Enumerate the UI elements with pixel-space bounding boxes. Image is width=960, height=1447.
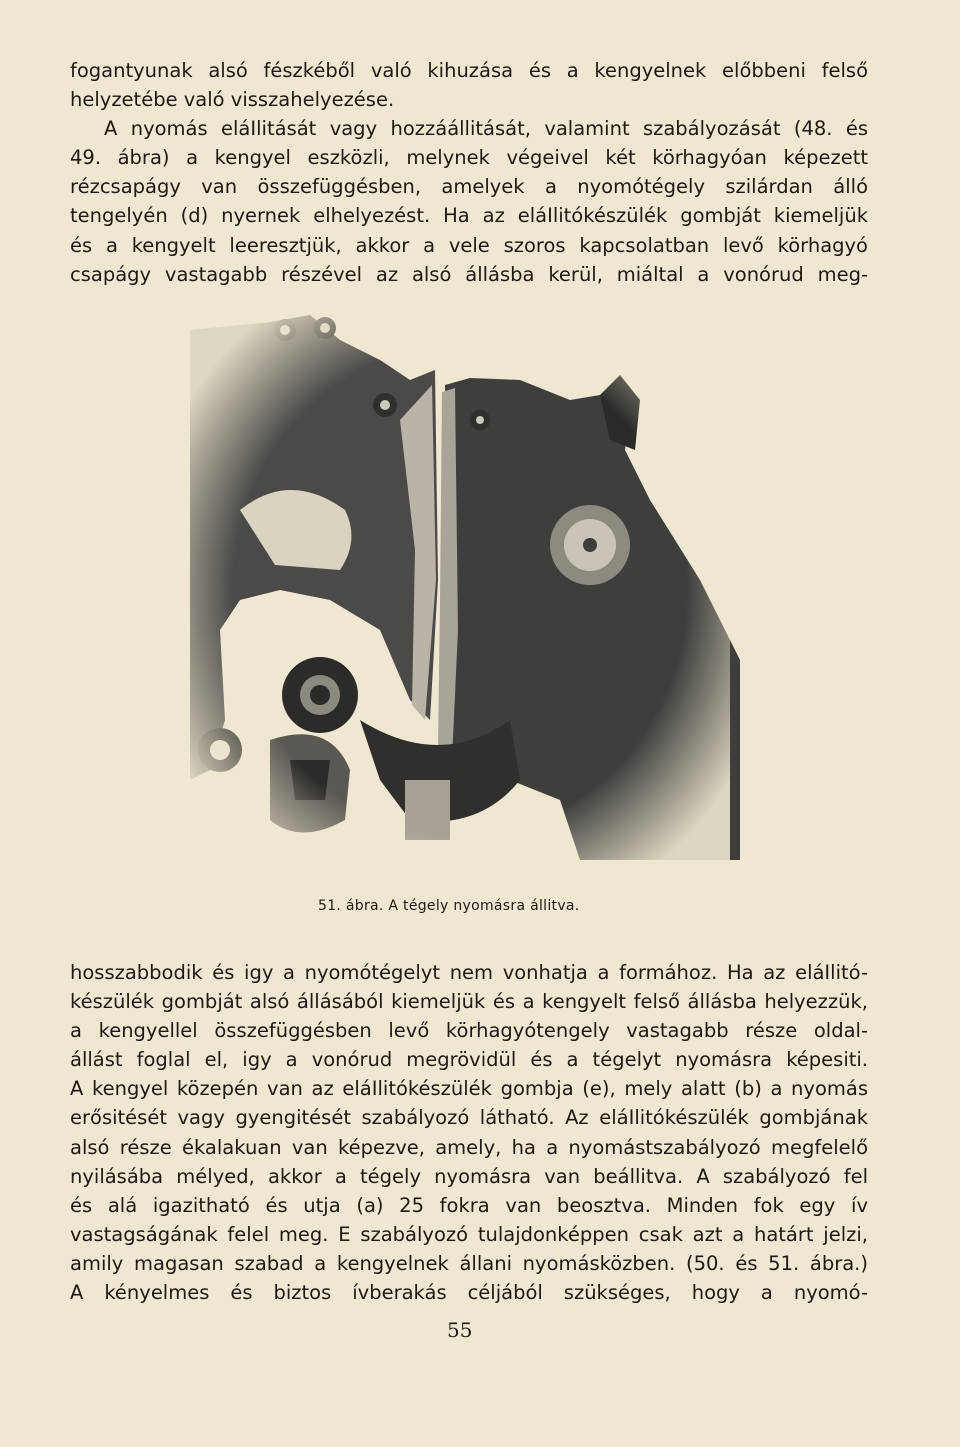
text-line: és a kengyelt leeresztjük, akkor a vele szoros kapcsolatban levő körhagyó: [70, 233, 868, 257]
text-line: amily magasan szabad a kengyelnek állani nyomásközben. (50. és 51. ábra.): [70, 1251, 868, 1275]
text-line: A nyomás eláIlitását vagy hozzáállitását, valamint szabályozását (48. és: [104, 117, 868, 141]
text-line: hosszabbodik és igy a nyomótégelyt nem vonhatja a formához. Ha az eláIlitó-: [70, 961, 868, 984]
text-line: alsó része ékalakuan van képezve, amely, ha a nyomástszabályozó megfelelő: [70, 1135, 868, 1159]
text-line: csapágy vastagabb részével az alsó állásba kerül, miáltal a vonórud meg-: [70, 262, 868, 286]
text-line: erősitését vagy gyengitését szabályozó látható. Az eláIlitókészülék gombjának: [70, 1106, 868, 1130]
text-line: a kengyellel összefüggésben levő körhagyótengely vastagabb része oldal-: [70, 1019, 868, 1043]
bottom-paragraph: [70, 958, 868, 1307]
page-number: 55: [447, 1318, 473, 1342]
figure-caption: 51. ábra. A tégely nyomásra állitva.: [318, 898, 580, 914]
text-line: A kényelmes és biztos ívberakás céljából szükséges, hogy a nyomó-: [70, 1281, 868, 1305]
text-line: állást foglal el, igy a vonórud megrövidül és a tégelyt nyomásra képesiti.: [70, 1048, 868, 1072]
top-paragraph: [70, 56, 868, 289]
text-line: tengelyén (d) nyernek elhelyezést. Ha az eláIlitókészülék gombját kiemeljük: [70, 204, 868, 228]
text-line: A kengyel közepén van az eláIlitókészülék gombja (e), mely alatt (b) a nyomás: [70, 1077, 868, 1101]
text-line: vastagságának felel meg. E szabályozó tulajdonképpen csak azt a határt jelzi,: [70, 1222, 868, 1246]
text-line: rézcsapágy van összefüggésben, amelyek a nyomótégely szilárdan álló: [70, 175, 868, 199]
text-line: 49. ábra) a kengyel eszközli, melynek végeivel két körhagyóan képezett: [70, 146, 868, 170]
text-line: és alá igazitható és utja (a) 25 fokra van beosztva. Minden fok egy ív: [70, 1193, 868, 1217]
text-line: készülék gombját alsó állásából kiemeljük és a kengyelt felső állásba helyezzük,: [70, 990, 868, 1014]
text-line: fogantyunak alsó fészkéből való kihuzása és a kengyelnek előbbeni felső: [70, 59, 868, 82]
text-line: nyilásába mélyed, akkor a tégely nyomásra van beállitva. A szabályozó fel: [70, 1164, 868, 1188]
text-line: helyzetébe való visszahelyezése.: [70, 88, 395, 112]
press-machine-photo: [180, 300, 740, 880]
